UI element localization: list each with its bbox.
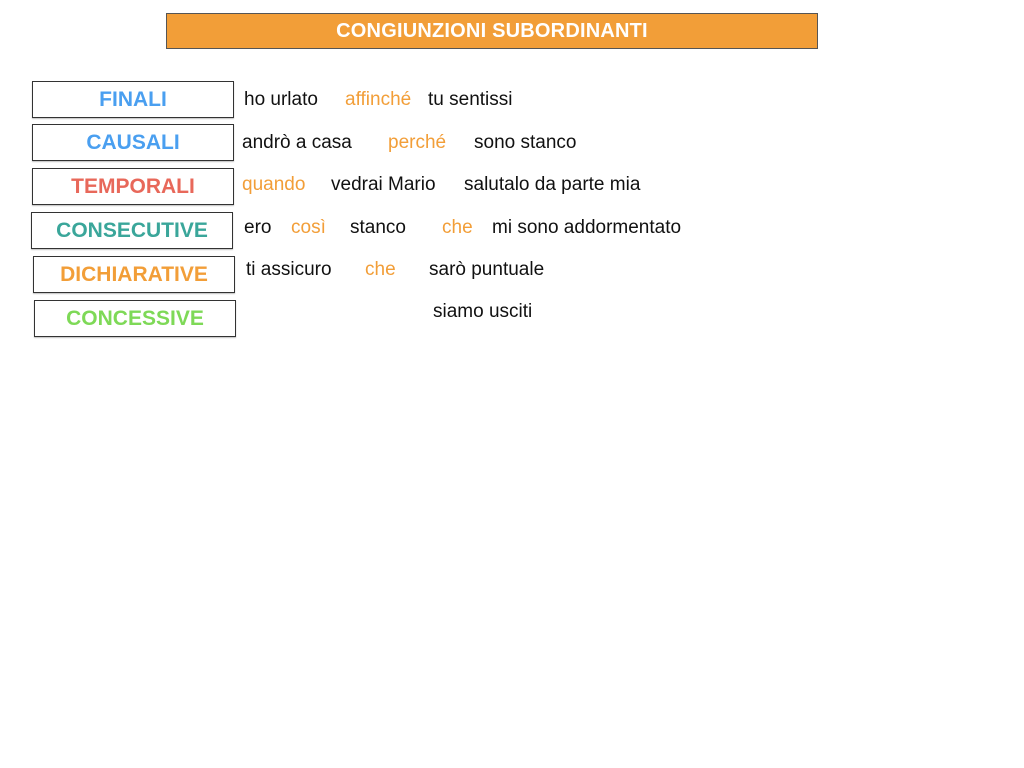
category-consecutive <box>31 212 233 249</box>
category-causali-label: CAUSALI <box>86 130 180 154</box>
consecutive-word-ero: ero <box>244 217 272 238</box>
page-title-text: CONGIUNZIONI SUBORDINANTI <box>336 19 648 42</box>
dichiarative-main-clause: ti assicuro <box>246 259 332 280</box>
category-temporali-label: TEMPORALI <box>71 174 195 198</box>
temporali-main-clause: salutalo da parte mia <box>464 174 641 195</box>
page-title <box>166 13 818 49</box>
finali-sub-clause: tu sentissi <box>428 89 513 110</box>
finali-conjunction: affinché <box>345 89 412 110</box>
consecutive-word-stanco: stanco <box>350 217 406 238</box>
category-dichiarative-label: DICHIARATIVE <box>60 262 208 286</box>
dichiarative-conjunction: che <box>365 259 396 280</box>
concessive-main-clause: siamo usciti <box>433 301 533 322</box>
category-consecutive-label: CONSECUTIVE <box>56 218 208 242</box>
category-concessive <box>34 300 236 337</box>
finali-main-clause: ho urlato <box>244 89 318 110</box>
consecutive-conjunction-che: che <box>442 217 473 238</box>
temporali-sub-clause: vedrai Mario <box>331 174 436 195</box>
category-dichiarative <box>33 256 235 293</box>
temporali-conjunction: quando <box>242 174 306 195</box>
causali-main-clause: andrò a casa <box>242 132 352 153</box>
category-concessive-label: CONCESSIVE <box>66 306 204 330</box>
category-causali <box>32 124 234 161</box>
causali-conjunction: perché <box>388 132 447 153</box>
causali-sub-clause: sono stanco <box>474 132 577 153</box>
category-finali-label: FINALI <box>99 87 167 111</box>
consecutive-conjunction-cosi: così <box>291 217 326 238</box>
category-temporali <box>32 168 234 205</box>
dichiarative-sub-clause: sarò puntuale <box>429 259 545 280</box>
consecutive-sub-clause: mi sono addormentato <box>492 217 682 238</box>
category-finali <box>32 81 234 118</box>
